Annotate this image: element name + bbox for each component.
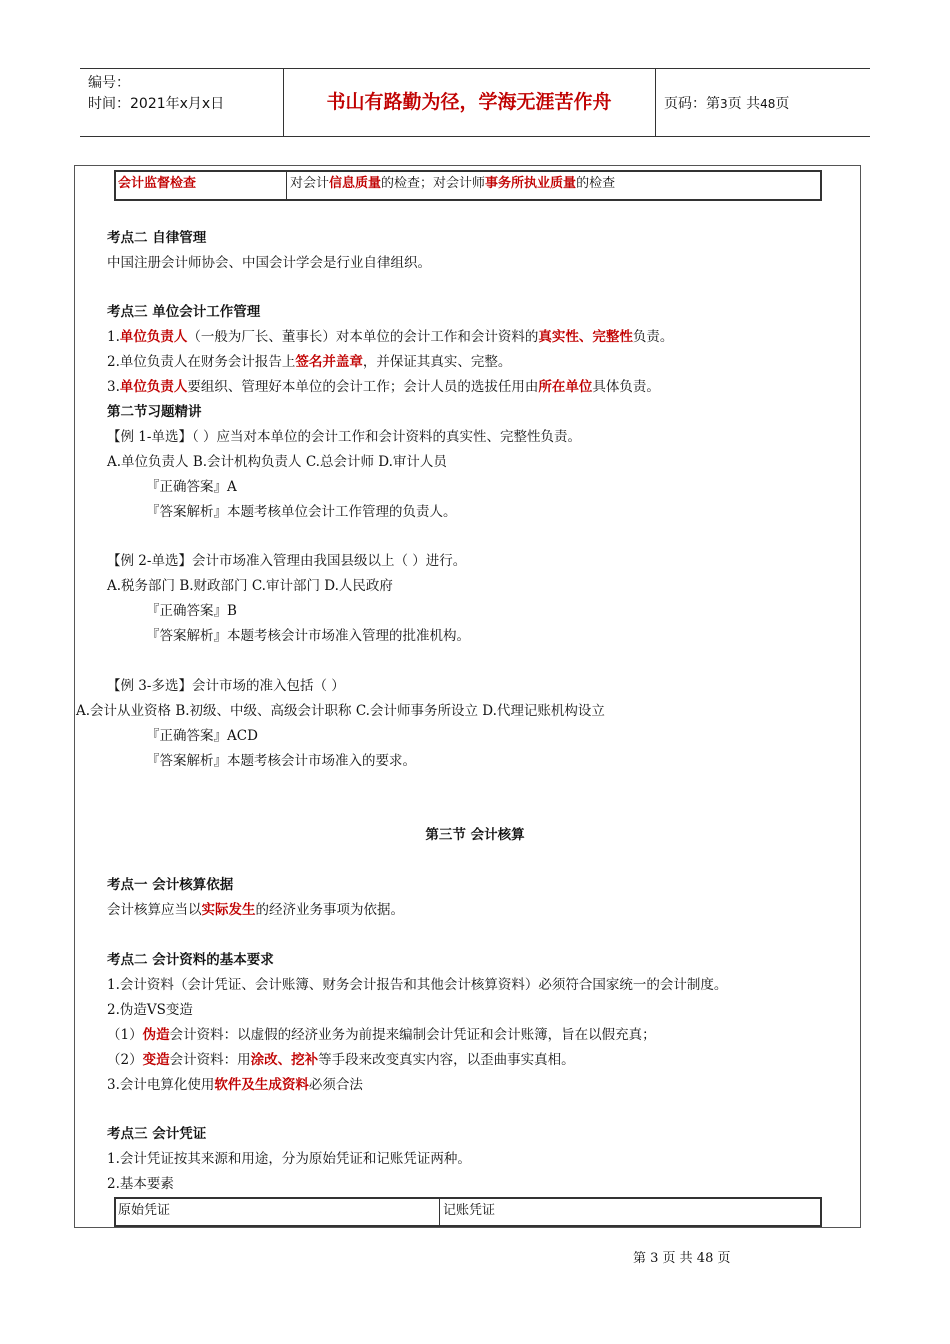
paragraph: 2.基本要素 bbox=[107, 1176, 174, 1192]
header-motto: 书山有路勤为径，学海无涯苦作舟 bbox=[326, 91, 612, 113]
code-label: 编号： bbox=[88, 75, 130, 91]
paragraph: 中国注册会计师协会、中国会计学会是行业自律组织。 bbox=[107, 255, 431, 271]
table-cell-right: 对会计信息质量的检查；对会计师事务所执业质量的检查 bbox=[290, 176, 616, 191]
page-footer: 第 3 页 共 48 页 bbox=[633, 1251, 731, 1266]
options: A.税务部门 B.财政部门 C.审计部门 D.人民政府 bbox=[107, 578, 393, 594]
header-divider bbox=[655, 69, 656, 136]
options: A.单位负责人 B.会计机构负责人 C.总会计师 D.审计人员 bbox=[107, 454, 447, 470]
explanation: 『答案解析』本题考核单位会计工作管理的负责人。 bbox=[146, 504, 457, 520]
question: 【例 1-单选】（ ）应当对本单位的会计工作和会计资料的真实性、完整性负责。 bbox=[107, 429, 581, 445]
exercises-title: 第二节习题精讲 bbox=[107, 404, 202, 420]
paragraph: 会计核算应当以实际发生的经济业务事项为依据。 bbox=[107, 902, 404, 918]
paragraph: 1.会计凭证按其来源和用途，分为原始凭证和记账凭证两种。 bbox=[107, 1151, 471, 1167]
supervision-table bbox=[114, 170, 822, 201]
page-header bbox=[80, 68, 870, 137]
explanation: 『答案解析』本题考核会计市场准入的要求。 bbox=[146, 753, 416, 769]
paragraph: （2）变造会计资料：用涂改、挖补等手段来改变真实内容，以歪曲事实真相。 bbox=[107, 1052, 575, 1068]
answer: 『正确答案』ACD bbox=[146, 728, 258, 744]
voucher-table bbox=[114, 1197, 822, 1227]
paragraph: 2.单位负责人在财务会计报告上签名并盖章，并保证其真实、完整。 bbox=[107, 354, 512, 370]
header-page-info: 页码：第3页 共48页 bbox=[664, 96, 790, 112]
section-title: 考点一 会计核算依据 bbox=[107, 877, 234, 893]
section-title: 考点二 自律管理 bbox=[107, 230, 207, 246]
chapter-title: 第三节 会计核算 bbox=[425, 827, 525, 843]
section-title: 考点三 会计凭证 bbox=[107, 1126, 207, 1142]
answer: 『正确答案』A bbox=[146, 479, 237, 495]
header-meta bbox=[88, 73, 224, 115]
question: 【例 3-多选】会计市场的准入包括（ ） bbox=[107, 678, 345, 694]
paragraph: 1.会计资料（会计凭证、会计账簿、财务会计报告和其他会计核算资料）必须符合国家统一的会计制度。 bbox=[107, 977, 728, 993]
table-cell-left: 原始凭证 bbox=[118, 1203, 171, 1218]
section-title: 考点二 会计资料的基本要求 bbox=[107, 952, 274, 968]
paragraph: 2.伪造VS变造 bbox=[107, 1002, 193, 1018]
date-label: 时间：2021年x月x日 bbox=[88, 96, 225, 112]
options: A.会计从业资格 B.初级、中级、高级会计职称 C.会计师事务所设立 D.代理记账机构设立 bbox=[76, 703, 605, 719]
paragraph: （1）伪造会计资料：以虚假的经济业务为前提来编制会计凭证和会计账簿，旨在以假充真； bbox=[107, 1027, 656, 1043]
table-cell-left: 会计监督检查 bbox=[118, 176, 197, 191]
table-cell-right: 记账凭证 bbox=[443, 1203, 496, 1218]
paragraph: 1.单位负责人（一般为厂长、董事长）对本单位的会计工作和会计资料的真实性、完整性负责。 bbox=[107, 329, 674, 345]
section-title: 考点三 单位会计工作管理 bbox=[107, 304, 261, 320]
paragraph: 3.会计电算化使用软件及生成资料必须合法 bbox=[107, 1077, 363, 1093]
paragraph: 3.单位负责人要组织、管理好本单位的会计工作；会计人员的选拔任用由所在单位具体负责。 bbox=[107, 379, 660, 395]
answer: 『正确答案』B bbox=[146, 603, 237, 619]
explanation: 『答案解析』本题考核会计市场准入管理的批准机构。 bbox=[146, 628, 470, 644]
question: 【例 2-单选】会计市场准入管理由我国县级以上（ ）进行。 bbox=[107, 553, 467, 569]
